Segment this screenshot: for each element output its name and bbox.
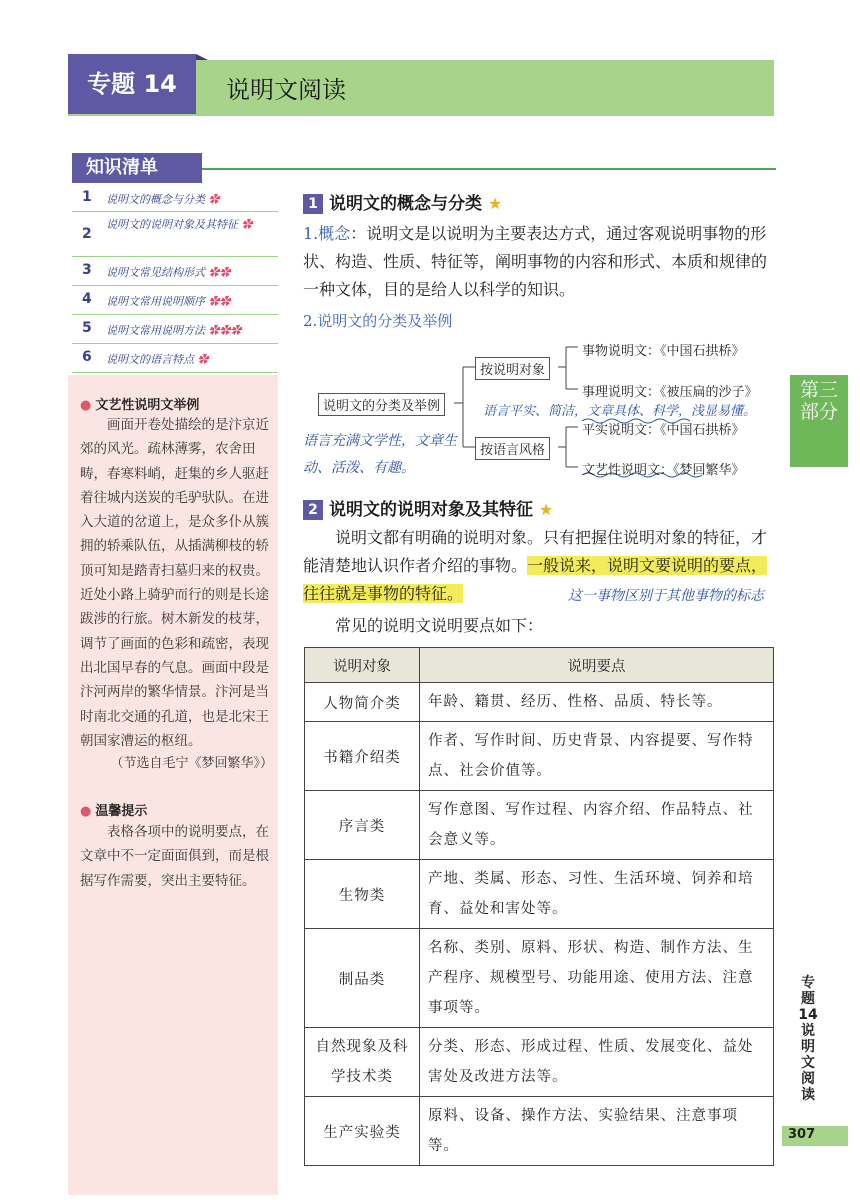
table-row [305, 1028, 774, 1097]
table-row [305, 683, 774, 722]
knowledge-item-5: 5 说明文常用说明方法 ✿✿✿ [72, 315, 278, 344]
example-heading: ● 文艺性说明文举例 [80, 398, 200, 413]
star-icon: ★ [538, 500, 554, 519]
knowledge-item-text: 说明文常用说明方法 ✿✿✿ [106, 324, 242, 337]
diagram-branch-style: 按语言风格 [475, 437, 550, 460]
knowledge-item-text: 说明文常见结构形式 ✿✿ [106, 266, 231, 279]
diagram-root: 说明文的分类及举例 [318, 393, 445, 416]
table-cell-points: 产地、类属、形态、习性、生活环境、饲养和培育、益处和害处等。 [420, 860, 774, 929]
part-three-tab: 第三部分 [790, 375, 848, 467]
diagram-leaf-1: 事物说明文：《中国石拱桥》 [582, 344, 745, 359]
divider-line [202, 168, 776, 170]
star-icon: ★ [487, 194, 503, 213]
table-cell-points: 年龄、籍贯、经历、性格、品质、特长等。 [420, 683, 774, 722]
knowledge-item-1: 1 说明文的概念与分类 ✿ [72, 185, 278, 212]
table-cell-object: 书籍介绍类 [305, 722, 420, 791]
table-cell-points: 原料、设备、操作方法、实验结果、注意事项等。 [420, 1097, 774, 1166]
diagram-leaf-4: 文艺性说明文：《梦回繁华》 [582, 463, 745, 478]
concept-paragraph: 1.概念：说明文是以说明为主要表达方式，通过客观说明事物的形状、构造、性质、特征等，阐明事物的内容和形式、本质和规律的一种文体，目的是给人以科学的知识。 [303, 224, 768, 299]
diagram-leaf-2: 事理说明文：《被压扁的沙子》 [582, 385, 758, 400]
section-2-title: 2 说明文的说明对象及其特征 ★ [303, 495, 553, 520]
knowledge-item-4: 4 说明文常用说明顺序 ✿✿ [72, 286, 278, 315]
diagram-leaf-3: 平实说明文：《中国石拱桥》 [582, 423, 745, 438]
page-number: 307 [788, 1127, 816, 1142]
knowledge-list-tab: 知识清单 [72, 153, 202, 183]
knowledge-item-text: 说明文常用说明顺序 ✿✿ [106, 295, 231, 308]
handwritten-note-literary: 语言充满文学性，文章生动、活泼、有趣。 [303, 433, 457, 476]
table-cell-points: 名称、类别、原料、形状、构造、制作方法、生产程序、规模型号、功能用途、使用方法、注意事项等。 [420, 929, 774, 1028]
example-source: （节选自毛宁《梦回繁华》） [110, 756, 273, 771]
table-header: 说明对象 [305, 648, 420, 683]
knowledge-item-6: 6 说明文的语言特点 ✿ [72, 344, 278, 373]
example-text: 画面开卷处描绘的是汴京近郊的风光。疏林薄雾，农舍田畴，春寒料峭，赶集的乡人驱赶着往城内送炭的毛驴驮队。在进入大道的岔道上，是众多仆从簇拥的轿乘队伍，从插满柳枝的轿顶可知是踏青扫墓归来的权贵。近处小路上骑驴而行的则是长途跋涉的行旅。树木新发的枝芽，调节了画面的色彩和疏密，表现出北国早春的气息。画面中段是汴河两岸的繁华情景。汴河是当时南北交通的孔道，也是北宋王朝国家漕运的枢纽。 [80, 417, 269, 749]
topic-tag-fold [196, 54, 208, 60]
table-row [305, 929, 774, 1028]
tip-heading: ● 温馨提示 [80, 804, 148, 819]
key-points-table [304, 647, 774, 1166]
knowledge-item-text: 说明文的说明对象及其特征 ✿ [106, 218, 253, 231]
table-lead: 常见的说明文说明要点如下： [335, 616, 544, 635]
table-cell-points: 作者、写作时间、历史背景、内容提要、写作特点、社会价值等。 [420, 722, 774, 791]
table-cell-object: 人物简介类 [305, 683, 420, 722]
table-row [305, 1097, 774, 1166]
table-cell-object: 自然现象及科学技术类 [305, 1028, 420, 1097]
table-row [305, 791, 774, 860]
knowledge-item-3: 3 说明文常见结构形式 ✿✿ [72, 257, 278, 286]
knowledge-item-text: 说明文的语言特点 ✿ [106, 353, 209, 366]
table-cell-points: 写作意图、写作过程、内容介绍、作品特点、社会意义等。 [420, 791, 774, 860]
table-header: 说明要点 [420, 648, 774, 683]
table-cell-object: 序言类 [305, 791, 420, 860]
topic-tag: 专题 14 [68, 54, 196, 114]
section-2-paragraph: 说明文都有明确的说明对象。只有把握住说明对象的特征，才能清楚地认识作者介绍的事物。一般说来，说明文要说明的要点，往往就是事物的特征。 [303, 528, 768, 603]
classify-label: 2.说明文的分类及举例 [303, 312, 453, 330]
knowledge-item-2: 2 说明文的说明对象及其特征 ✿ [72, 212, 278, 257]
page-title: 说明文阅读 [226, 76, 346, 104]
vertical-topic-label: 专题14 说明文阅读 [798, 975, 818, 1103]
handwritten-note-plain: 语言平实、简洁，文章具体、科学，浅显易懂。 [483, 404, 757, 419]
handwritten-note-feature: 这一事物区别于其他事物的标志 [568, 588, 764, 604]
knowledge-item-text: 说明文的概念与分类 ✿ [106, 193, 220, 206]
table-cell-points: 分类、形态、形成过程、性质、发展变化、益处害处及改进方法等。 [420, 1028, 774, 1097]
table-cell-object: 制品类 [305, 929, 420, 1028]
diagram-branch-object: 按说明对象 [475, 357, 550, 380]
table-cell-object: 生产实验类 [305, 1097, 420, 1166]
table-cell-object: 生物类 [305, 860, 420, 929]
table-header-row [305, 648, 774, 683]
section-1-title: 1 说明文的概念与分类 ★ [303, 189, 502, 214]
table-row [305, 860, 774, 929]
table-row [305, 722, 774, 791]
tip-text: 表格各项中的说明要点，在文章中不一定面面俱到，而是根据写作需要，突出主要特征。 [80, 824, 269, 889]
